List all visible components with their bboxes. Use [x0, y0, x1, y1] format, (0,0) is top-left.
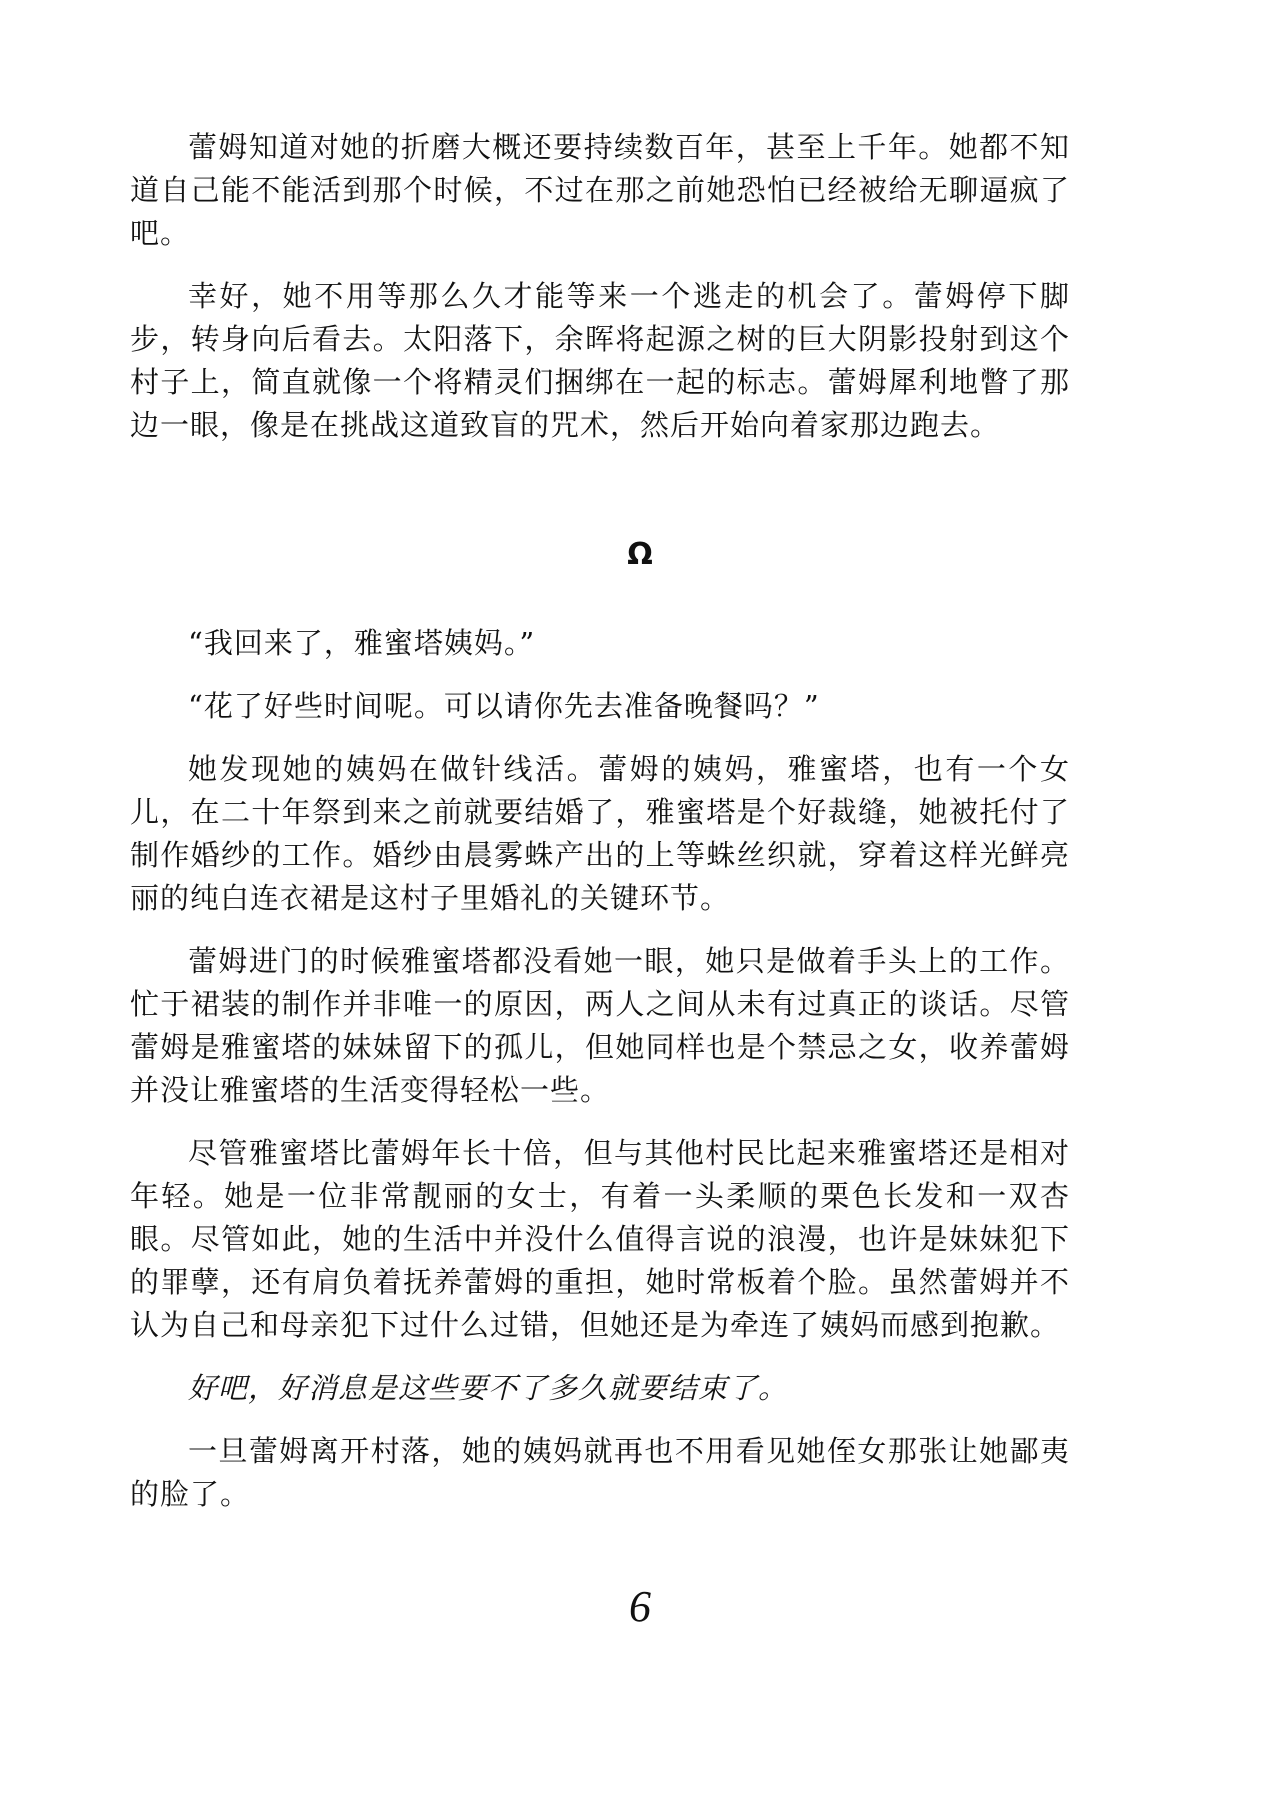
- section-separator-omega: Ω: [627, 537, 653, 572]
- paragraph: 她发现她的姨妈在做针线活。蕾姆的姨妈，雅蜜塔，也有一个女儿，在二十年祭到来之前就要结婚了，雅蜜塔是个好裁缝，她被托付了制作婚纱的工作。婚纱由晨雾蛛产出的上等蛛丝织就，穿着这样光鲜亮丽的纯白连衣裙是这村子里婚礼的关键环节。: [130, 752, 1070, 915]
- text-block-top: [130, 126, 1070, 467]
- paragraph: 蕾姆知道对她的折磨大概还要持续数百年，甚至上千年。她都不知道自己能不能活到那个时候，不过在那之前她恐怕已经被给无聊逼疯了吧。: [130, 130, 1070, 250]
- text-block-bottom: [130, 622, 1070, 1536]
- paragraph: 尽管雅蜜塔比蕾姆年长十倍，但与其他村民比起来雅蜜塔还是相对年轻。她是一位非常靓丽的女士，有着一头柔顺的栗色长发和一双杏眼。尽管如此，她的生活中并没什么值得言说的浪漫，也许是妹妹犯下的罪孽，还有肩负着抚养蕾姆的重担，她时常板着个脸。虽然蕾姆并不认为自己和母亲犯下过什么过错，但她还是为牵连了姨妈而感到抱歉。: [130, 1136, 1070, 1342]
- dialogue-paragraph: “花了好些时间呢。可以请你先去准备晚餐吗？”: [188, 689, 820, 723]
- paragraph: 一旦蕾姆离开村落，她的姨妈就再也不用看见她侄女那张让她鄙夷的脸了。: [130, 1434, 1070, 1511]
- paragraph: 蕾姆进门的时候雅蜜塔都没看她一眼，她只是做着手头上的工作。忙于裙装的制作并非唯一的原因，两人之间从未有过真正的谈话。尽管蕾姆是雅蜜塔的妹妹留下的孤儿，但她同样也是个禁忌之女，收养蕾姆并没让雅蜜塔的生活变得轻松一些。: [130, 944, 1070, 1107]
- italic-thought-paragraph: 好吧，好消息是这些要不了多久就要结束了。: [188, 1371, 789, 1405]
- dialogue-paragraph: “我回来了，雅蜜塔姨妈。”: [188, 626, 536, 660]
- page-number: 6: [629, 1582, 651, 1631]
- paragraph: 幸好，她不用等那么久才能等来一个逃走的机会了。蕾姆停下脚步，转身向后看去。太阳落下，余晖将起源之树的巨大阴影投射到这个村子上，简直就像一个将精灵们捆绑在一起的标志。蕾姆犀利地瞥了那边一眼，像是在挑战这道致盲的咒术，然后开始向着家那边跑去。: [130, 279, 1070, 442]
